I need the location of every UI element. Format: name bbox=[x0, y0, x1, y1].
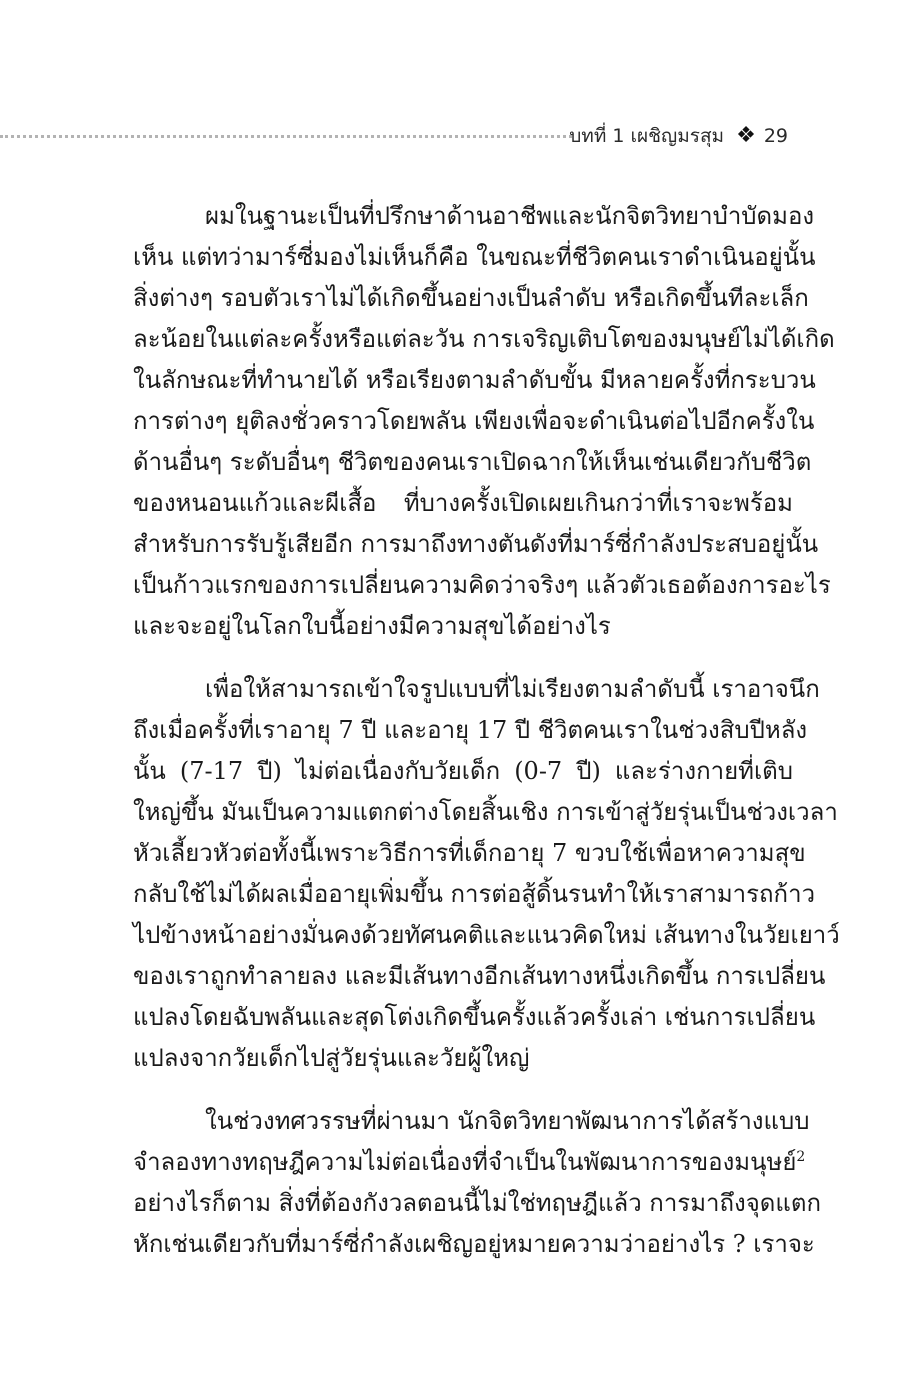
paragraph-3 bbox=[133, 1101, 821, 1265]
text-line: นั้น (7-17 ปี) ไม่ต่อเนื่องกับวัยเด็ก (0-7 ปี) และร่างกายที่เติบ bbox=[133, 757, 793, 785]
text-line: ใหญ่ขึ้น มันเป็นความแตกต่างโดยสิ้นเชิง การเข้าสู่วัยรุ่นเป็นช่วงเวลา bbox=[133, 798, 838, 826]
footnote-ref: 2 bbox=[796, 1149, 806, 1165]
dotted-rule bbox=[0, 135, 572, 138]
text-line: ไปข้างหน้าอย่างมั่นคงด้วยทัศนคติและแนวคิดใหม่ เส้นทางในวัยเยาว์ bbox=[133, 921, 840, 949]
text-line: แปลงโดยฉับพลันและสุดโต่งเกิดขึ้นครั้งแล้วครั้งเล่า เช่นการเปลี่ยน bbox=[133, 1003, 816, 1031]
body-text bbox=[133, 196, 840, 1287]
chapter-title: บทที่ 1 เผชิญมรสุม bbox=[569, 125, 725, 147]
text-line: และจะอยู่ในโลกใบนี้อย่างมีความสุขได้อย่างไร bbox=[133, 612, 611, 640]
text-line: ถึงเมื่อครั้งที่เราอายุ 7 ปี และอายุ 17 ปี ชีวิตคนเราในช่วงสิบปีหลัง bbox=[133, 716, 808, 744]
text-line: สิ่งต่างๆ รอบตัวเราไม่ได้เกิดขึ้นอย่างเป็นลำดับ หรือเกิดขึ้นทีละเล็ก bbox=[133, 284, 809, 312]
paragraph-1 bbox=[133, 196, 835, 647]
text-line: ของเราถูกทำลายลง และมีเส้นทางอีกเส้นทางหนึ่งเกิดขึ้น การเปลี่ยน bbox=[133, 962, 826, 990]
text-line: ของหนอนแก้วและผีเสื้อ ที่บางครั้งเปิดเผยเกินกว่าที่เราจะพร้อม bbox=[133, 489, 793, 517]
header-right bbox=[569, 118, 788, 154]
text-line: ด้านอื่นๆ ระดับอื่นๆ ชีวิตของคนเราเปิดฉากให้เห็นเช่นเดียวกับชีวิต bbox=[133, 448, 812, 476]
text-line: เพื่อให้สามารถเข้าใจรูปแบบที่ไม่เรียงตามลำดับนี้ เราอาจนึก bbox=[205, 675, 820, 703]
text-line: แปลงจากวัยเด็กไปสู่วัยรุ่นและวัยผู้ใหญ่ bbox=[133, 1044, 530, 1072]
text-line: ในช่วงทศวรรษที่ผ่านมา นักจิตวิทยาพัฒนาการได้สร้างแบบ bbox=[205, 1107, 810, 1135]
text-line: สำหรับการรับรู้เสียอีก การมาถึงทางตันดังที่มาร์ซี่กำลังประสบอยู่นั้น bbox=[133, 530, 819, 558]
text-line: หักเช่นเดียวกับที่มาร์ซี่กำลังเผชิญอยู่หมายความว่าอย่างไร ? เราจะ bbox=[133, 1230, 815, 1258]
text-line: อย่างไรก็ตาม สิ่งที่ต้องกังวลตอนนี้ไม่ใช่ทฤษฎีแล้ว การมาถึงจุดแตก bbox=[133, 1189, 821, 1217]
text-line: ผมในฐานะเป็นที่ปรึกษาด้านอาชีพและนักจิตวิทยาบำบัดมอง bbox=[205, 202, 815, 230]
text-line: หัวเลี้ยวหัวต่อทั้งนี้เพราะวิธีการที่เด็กอายุ 7 ขวบใช้เพื่อหาความสุข bbox=[133, 839, 806, 867]
ornament-icon: ❖ bbox=[736, 123, 756, 148]
text-line: กลับใช้ไม่ได้ผลเมื่ออายุเพิ่มขึ้น การต่อสู้ดิ้นรนทำให้เราสามารถก้าว bbox=[133, 880, 816, 908]
text-line-content: จำลองทางทฤษฎีความไม่ต่อเนื่องที่จำเป็นในพัฒนาการของมนุษย์ bbox=[133, 1148, 797, 1176]
text-line: การต่างๆ ยุติลงชั่วคราวโดยพลัน เพียงเพื่อจะดำเนินต่อไปอีกครั้งใน bbox=[133, 407, 815, 435]
page-number: 29 bbox=[763, 125, 788, 147]
text-line: เป็นก้าวแรกของการเปลี่ยนความคิดว่าจริงๆ แล้วตัวเธอต้องการอะไร bbox=[133, 571, 831, 599]
paragraph-2 bbox=[133, 669, 840, 1079]
text-line: ละน้อยในแต่ละครั้งหรือแต่ละวัน การเจริญเติบโตของมนุษย์ไม่ได้เกิด bbox=[133, 325, 835, 353]
text-line-with-footnote bbox=[133, 1142, 806, 1183]
text-line: ในลักษณะที่ทำนายได้ หรือเรียงตามลำดับขั้น มีหลายครั้งที่กระบวน bbox=[133, 366, 816, 394]
running-header bbox=[0, 118, 919, 154]
text-line: เห็น แต่ทว่ามาร์ซี่มองไม่เห็นก็คือ ในขณะที่ชีวิตคนเราดำเนินอยู่นั้น bbox=[133, 243, 816, 271]
